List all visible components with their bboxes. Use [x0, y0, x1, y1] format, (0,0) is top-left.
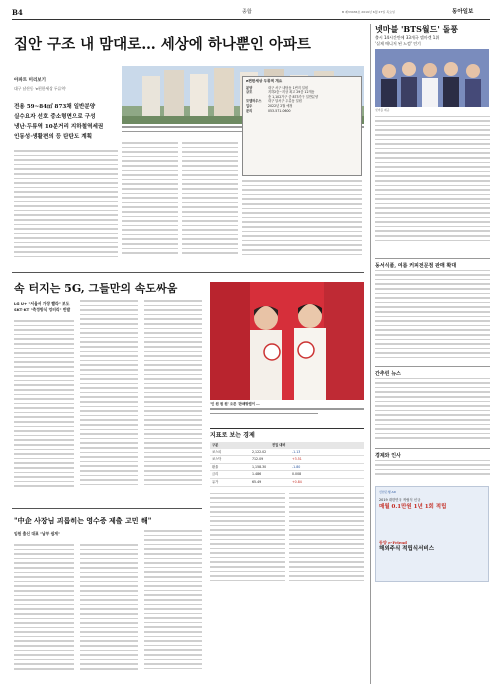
- lede-line: 전용 59~84㎡ 873채 일반분양: [14, 104, 96, 110]
- table-header: 구분 전일 대비: [210, 442, 364, 449]
- 5g-kicker-2: SKT·KT "측정방식 엉터리" 반발: [14, 307, 71, 312]
- 5g-body-col1: [14, 320, 74, 505]
- article-lede: [14, 102, 114, 142]
- table-row: 환율 1,158.30 -1.80: [210, 464, 364, 472]
- sme-body-col1: [14, 544, 74, 684]
- economy-table: [210, 428, 364, 684]
- info-row: 규모 지하2층~지상 최고 29층 12개동: [246, 90, 315, 95]
- main-headline: 집안 구조 내 맘대로… 세상에 하나뿐인 아파트: [14, 36, 311, 53]
- page-header: [12, 8, 490, 18]
- right-item-body: [375, 460, 490, 480]
- article-body-col4: [242, 180, 362, 268]
- right-item-title: 동서식품, 여름 커피전문점 판매 확대: [375, 258, 490, 270]
- paper-name: 동아일보: [452, 9, 474, 15]
- 5g-kicker: LG U+ "서울서 가장 빨라" 보도: [14, 301, 70, 306]
- info-box-title: e편한세상 두류역 개요: [246, 79, 283, 83]
- lede-line: 인동성·생활편의 등 탄탄도 계획: [14, 134, 93, 140]
- page-number: B4: [12, 8, 23, 17]
- ad-box: [375, 486, 489, 582]
- bts-photo: [375, 49, 489, 107]
- right-column: [370, 24, 490, 684]
- lede-line: 실수요자 선호 중소형면으로 구성: [14, 114, 96, 120]
- bts-photo-caption: 넷마블 제공: [375, 108, 390, 112]
- table-row: 코스닥 712.09 +3.51: [210, 456, 364, 464]
- article-body-col3: [182, 142, 238, 268]
- 5g-body-col2: [80, 300, 138, 505]
- ad-logo: 동양 e-Friend: [379, 539, 407, 545]
- table-grid-col: [289, 493, 364, 643]
- section-rule: [12, 272, 364, 273]
- info-row: 문의 053-571-0600: [246, 108, 291, 113]
- bts-headline: 넷마블 'BTS월드' 돌풍: [375, 24, 459, 34]
- sme-body-col3: [144, 530, 202, 684]
- 5g-headline: 속 터지는 5G, 그들만의 속도싸움: [14, 282, 178, 295]
- ad-line-2: 매월 0.1만원 1년 1회 적립: [379, 503, 447, 510]
- bts-subhead-2: '실제 매니저 된 느낌' 인기: [375, 41, 421, 46]
- 5g-body-col3: [144, 300, 202, 505]
- article-kicker: 아파트 미리보기: [14, 78, 46, 83]
- right-item-title: 경제와 인사: [375, 448, 490, 460]
- article-kicker-sub: 대구 남산동 'e편한세상 두류역': [14, 86, 67, 91]
- section-label: 종합: [242, 9, 252, 15]
- sme-body-col2: [80, 544, 138, 684]
- sme-headline: "中企 사장님 괴롭히는 영수증 제출 고민 해": [14, 516, 152, 525]
- info-row: 입주 2022년 2월 예정: [246, 103, 293, 108]
- project-info-box: [242, 76, 362, 176]
- store-photo-caption: '인 원 원 원' 오픈 '판매방법이 …: [210, 402, 260, 406]
- ad-line-3: 해외주식 적립식서비스: [379, 546, 435, 553]
- info-row: 총 1,102가구 중 873가구 일반분양: [268, 94, 319, 99]
- store-photo: [210, 282, 364, 400]
- info-row: 모델하우스 대구 달서구 두류동 일원: [246, 99, 302, 104]
- table-row: 유가 65.49 +0.84: [210, 479, 364, 487]
- right-item-title: 간추린 뉴스: [375, 366, 490, 378]
- bts-subhead: 출시 14시간만에 33개국 앱마켓 1위: [375, 35, 440, 40]
- lede-line: 냉난·두류역 10분거리 지하철역세권: [14, 124, 104, 130]
- right-item-body: [375, 378, 490, 448]
- header-rule: [12, 19, 490, 20]
- right-item-body: [375, 270, 490, 366]
- bts-body: [375, 116, 490, 256]
- table-grid-col: [210, 493, 285, 643]
- table-grid: [210, 493, 364, 643]
- sme-kicker: 임원 출신 대표 "납부 쉽게": [14, 531, 60, 536]
- ad-line-1: 2019 대한민국 적립식 신규: [379, 498, 421, 503]
- info-row: 분양 대구 서구 내당동 1번지 일원: [246, 85, 308, 90]
- table-row: 금리 1.486 0.008: [210, 471, 364, 479]
- table-row: 코스피 2,122.02 -1.13: [210, 449, 364, 457]
- economy-table-title: 지표로 보는 경제: [210, 432, 255, 439]
- issue-meta: B 제33436호 2019년 6월 27일 목요일: [342, 10, 395, 14]
- article-body: [14, 150, 118, 268]
- section-rule-2: [12, 508, 202, 509]
- article-body-col2: [122, 142, 178, 268]
- ad-brand: 신한은행 AD: [379, 489, 396, 494]
- store-caption-body: [210, 408, 364, 420]
